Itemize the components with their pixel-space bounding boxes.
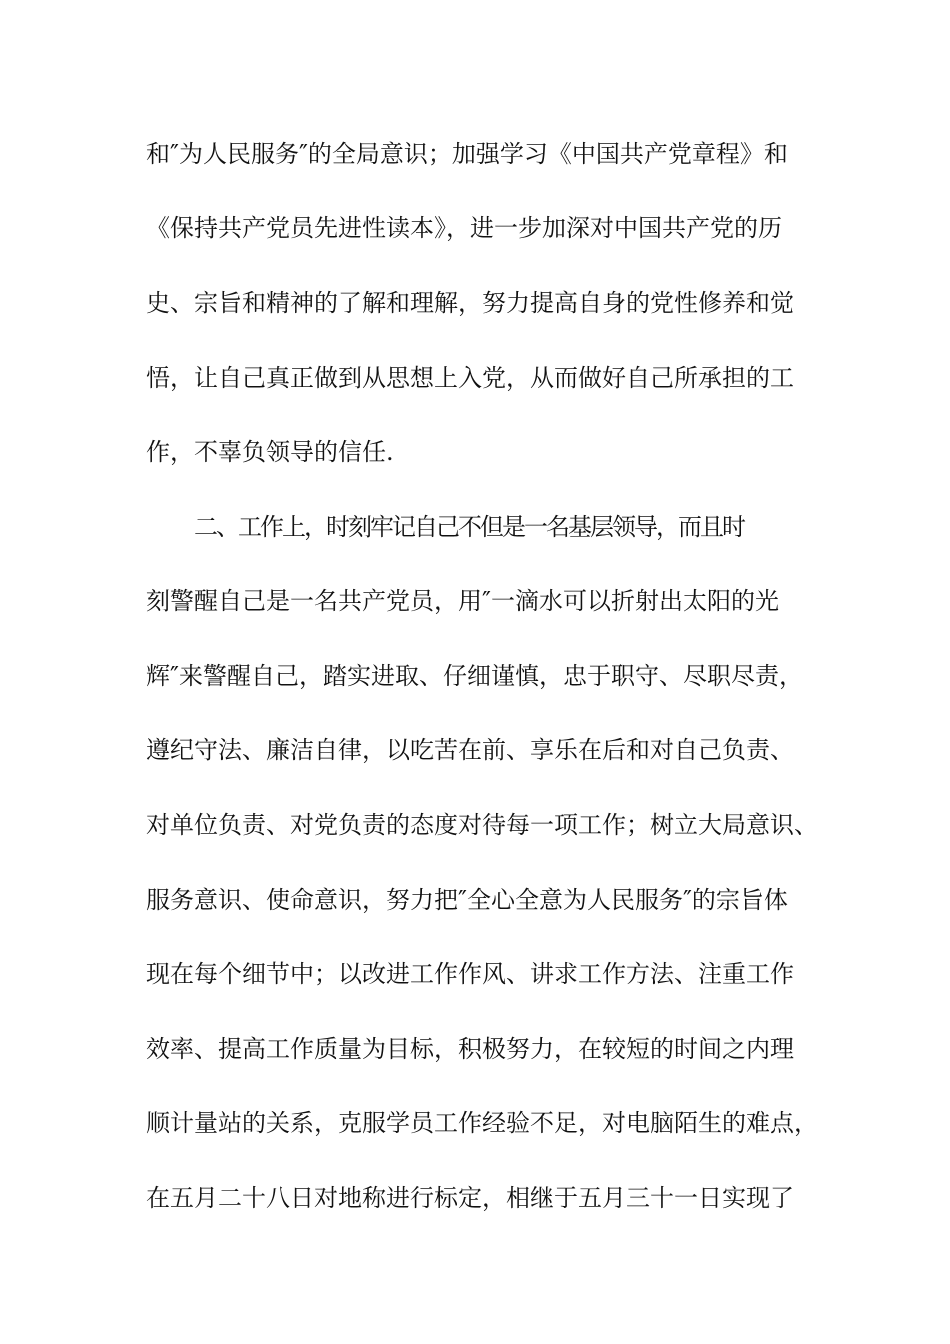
text-line: 在五月二十八日对地称进行标定，相继于五月三十一日实现了 <box>146 1184 794 1212</box>
text-line: 遵纪守法、廉洁自律，以吃苦在前、享乐在后和对自己负责、 <box>146 736 794 764</box>
text-line: 和″为人民服务″的全局意识；加强学习《中国共产党章程》和 <box>146 140 788 168</box>
text-line: 效率、提高工作质量为目标，积极努力，在较短的时间之内理 <box>146 1035 794 1063</box>
text-line: 史、宗旨和精神的了解和理解，努力提高自身的党性修养和觉 <box>146 289 794 317</box>
text-line: 刻警醒自己是一名共产党员，用″一滴水可以折射出太阳的光 <box>146 587 779 615</box>
text-line: 现在每个细节中；以改进工作作风、讲求工作方法、注重工作 <box>146 960 794 988</box>
text-line: 《保持共产党员先进性读本》，进一步加深对中国共产党的历 <box>146 214 782 242</box>
text-line: 二、工作上，时刻牢记自己不但是一名基层领导，而且时 <box>194 513 744 541</box>
text-line: 服务意识、使命意识，努力把″全心全意为人民服务″的宗旨体 <box>146 886 788 914</box>
text-line: 辉″来警醒自己，踏实进取、仔细谨慎，忠于职守、尽职尽责， <box>146 662 803 690</box>
text-line: 作，不辜负领导的信任. <box>146 438 394 466</box>
text-line: 悟，让自己真正做到从思想上入党，从而做好自己所承担的工 <box>146 364 794 392</box>
text-line: 对单位负责、对党负责的态度对待每一项工作；树立大局意识、 <box>146 811 818 839</box>
text-line: 顺计量站的关系，克服学员工作经验不足，对电脑陌生的难点， <box>146 1109 818 1137</box>
